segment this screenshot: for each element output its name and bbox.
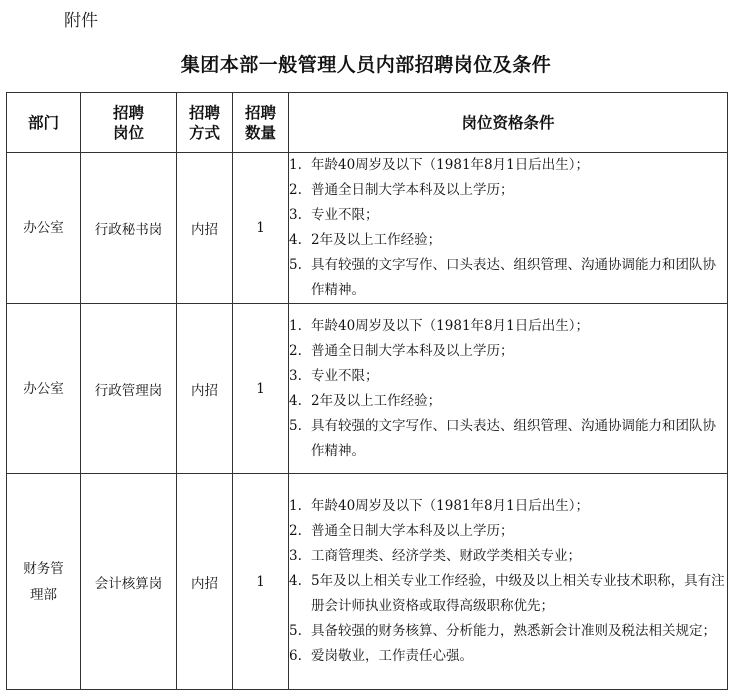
requirement-item: 3. 专业不限；	[289, 207, 379, 223]
department-cell: 财务管理部	[7, 474, 81, 690]
document-title: 集团本部一般管理人员内部招聘岗位及条件	[180, 54, 552, 76]
position-cell: 行政秘书岗	[81, 153, 177, 304]
position-cell: 行政管理岗	[81, 304, 177, 474]
method-cell: 内招	[177, 474, 233, 690]
requirement-item: 5. 具有较强的文字写作、口头表达、组织管理、沟通协调能力和团队协作精神。	[289, 417, 716, 459]
requirements-list	[289, 153, 727, 303]
table-row	[7, 153, 728, 304]
requirement-item: 2. 普通全日制大学本科及以上学历；	[289, 182, 514, 198]
requirement-item: 1. 年龄40周岁及以下（1981年8月1日后出生）；	[289, 157, 589, 173]
header-method: 招聘 方式	[177, 93, 233, 153]
department-cell: 办公室	[7, 153, 81, 304]
requirements-list	[289, 314, 727, 464]
requirement-item: 1. 年龄40周岁及以下（1981年8月1日后出生）；	[289, 317, 589, 334]
requirement-item: 2. 普通全日制大学本科及以上学历；	[289, 342, 514, 359]
attachment-label: 附件	[64, 11, 98, 31]
requirement-item: 4. 2年及以上工作经验；	[289, 392, 442, 409]
requirement-item: 5. 具备较强的财务核算、分析能力，熟悉新会计准则及税法相关规定；	[289, 623, 716, 639]
requirements-cell	[289, 153, 728, 304]
header-count: 招聘 数量	[233, 93, 289, 153]
requirement-item: 2. 普通全日制大学本科及以上学历；	[289, 523, 514, 539]
requirement-item: 1. 年龄40周岁及以下（1981年8月1日后出生）；	[289, 498, 589, 514]
recruitment-table	[6, 92, 728, 690]
count-cell: 1	[233, 304, 289, 474]
requirements-list	[289, 494, 727, 669]
header-requirements: 岗位资格条件	[289, 93, 728, 153]
requirement-item: 6. 爱岗敬业，工作责任心强。	[289, 648, 473, 664]
header-department: 部门	[7, 93, 81, 153]
table-body	[7, 153, 728, 690]
count-cell: 1	[233, 153, 289, 304]
requirement-item: 5. 具有较强的文字写作、口头表达、组织管理、沟通协调能力和团队协作精神。	[289, 257, 716, 298]
method-cell: 内招	[177, 153, 233, 304]
department-cell: 办公室	[7, 304, 81, 474]
requirement-item: 4. 5年及以上相关专业工作经验，中级及以上相关专业技术职称，具有注册会计师执业资格或取得高级职称优先；	[289, 573, 725, 614]
count-cell: 1	[233, 474, 289, 690]
requirements-cell	[289, 304, 728, 474]
method-cell: 内招	[177, 304, 233, 474]
requirement-item: 4. 2年及以上工作经验；	[289, 232, 442, 248]
requirement-item: 3. 工商管理类、经济学类、财政学类相关专业；	[289, 548, 581, 564]
requirement-item: 3. 专业不限；	[289, 367, 379, 384]
requirements-cell	[289, 474, 728, 690]
table-row	[7, 304, 728, 474]
position-cell: 会计核算岗	[81, 474, 177, 690]
header-position: 招聘 岗位	[81, 93, 177, 153]
table-row	[7, 474, 728, 690]
table-header-row	[7, 93, 728, 153]
